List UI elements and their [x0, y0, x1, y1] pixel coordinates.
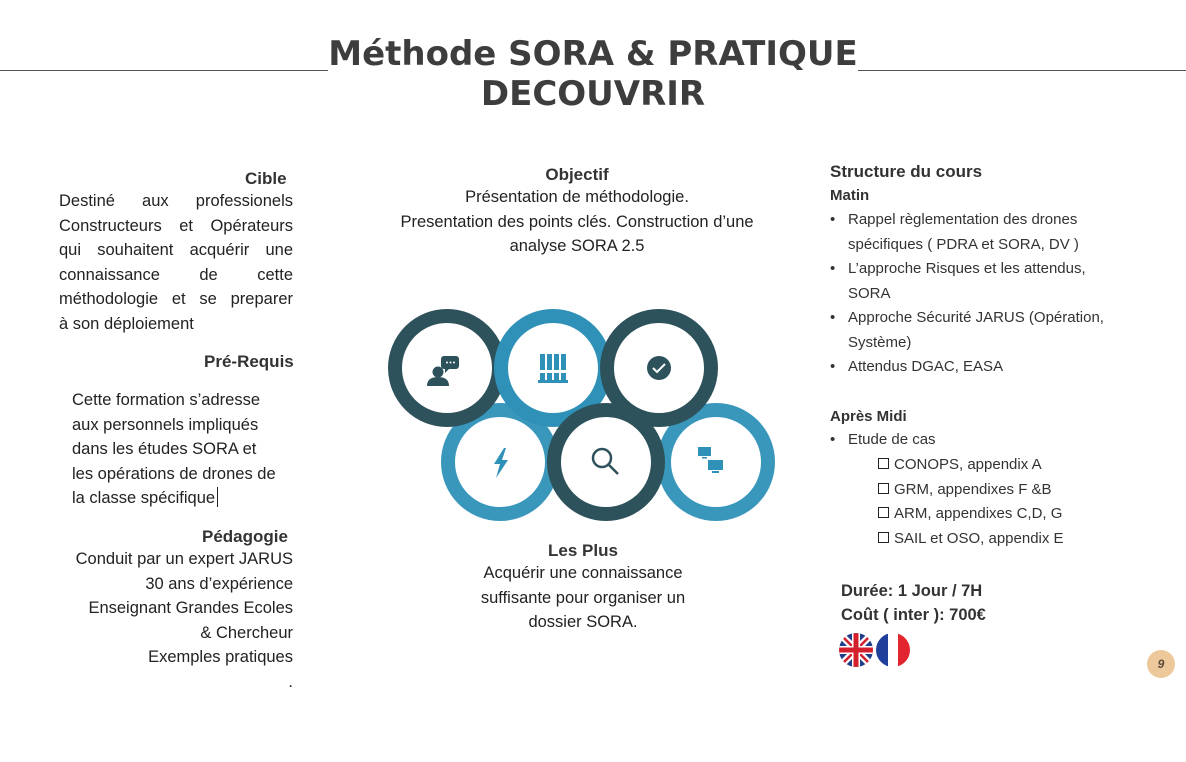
page-subtitle: DECOUVRIR — [480, 74, 706, 114]
matin-list — [830, 208, 1130, 380]
list-item: • Rappel règlementation des drones spécifiques ( PDRA et SORA, DV ) — [830, 208, 1130, 257]
english-flag-icon — [839, 633, 873, 667]
person-chat-icon — [427, 356, 459, 386]
apres-midi-heading: Après Midi — [830, 408, 907, 425]
objectif-text: Présentation de méthodologie. Presentation des points clés. Construction d’une analyse SORA 2.5 — [400, 188, 754, 255]
checkbox-icon — [878, 483, 889, 494]
prerequis-heading: Pré-Requis — [204, 352, 294, 371]
list-item: • Attendus DGAC, EASA — [830, 355, 1130, 380]
french-flag-icon — [876, 633, 910, 667]
list-item: • Etude de cas — [830, 428, 1130, 453]
objectif-heading: Objectif — [545, 165, 609, 184]
ring-2 — [501, 316, 605, 420]
matin-heading: Matin — [830, 187, 870, 204]
checkbox-icon — [878, 532, 889, 543]
checklist-item: ARM, appendixes C,D, G — [878, 502, 1138, 527]
rings-graphic — [380, 300, 780, 540]
price: Coût ( inter ): 700€ — [841, 606, 986, 624]
ring-5 — [554, 410, 658, 514]
cible-heading: Cible — [245, 169, 287, 188]
prerequis-text: Cette formation s’adresse aux personnels impliqués dans les études SORA et les opérations de drones de la classe spécifique — [72, 391, 276, 507]
plus-heading: Les Plus — [548, 541, 618, 560]
plus-text: Acquérir une connaissance suffisante pour organiser un dossier SORA. — [480, 564, 686, 631]
duration: Durée: 1 Jour / 7H — [841, 582, 983, 600]
pedagogie-text: Conduit par un expert JARUS 30 ans d’expérience Enseignant Grandes Ecoles & Chercheur Exemples pratiques . — [75, 550, 293, 691]
network-computers-icon — [698, 447, 723, 473]
list-item: • Approche Sécurité JARUS (Opération, Système) — [830, 306, 1130, 355]
magnifier-icon — [593, 449, 618, 474]
list-item: • L’approche Risques et les attendus, SORA — [830, 257, 1130, 306]
structure-heading: Structure du cours — [830, 162, 983, 181]
apres-midi-list — [830, 428, 1130, 453]
checklist-item: CONOPS, appendix A — [878, 453, 1138, 478]
lightning-icon — [494, 448, 508, 478]
page-number: 9 — [1147, 650, 1175, 678]
checkbox-icon — [878, 507, 889, 518]
page-title: Méthode SORA & PRATIQUE — [328, 34, 858, 74]
checkmark-badge-icon — [647, 356, 671, 380]
checklist-item: SAIL et OSO, appendix E — [878, 527, 1138, 552]
checklist-item: GRM, appendixes F &B — [878, 478, 1138, 503]
case-study-checklist — [878, 453, 1138, 551]
pedagogie-heading: Pédagogie — [202, 527, 288, 546]
books-icon — [538, 354, 568, 383]
text-cursor — [217, 487, 218, 507]
checkbox-icon — [878, 458, 889, 469]
cible-text: Destiné aux professionels Constructeurs et Opérateurs qui souhaitent acquérir une connaissance de cette méthodologie et se preparer à son déploiement — [59, 192, 293, 333]
